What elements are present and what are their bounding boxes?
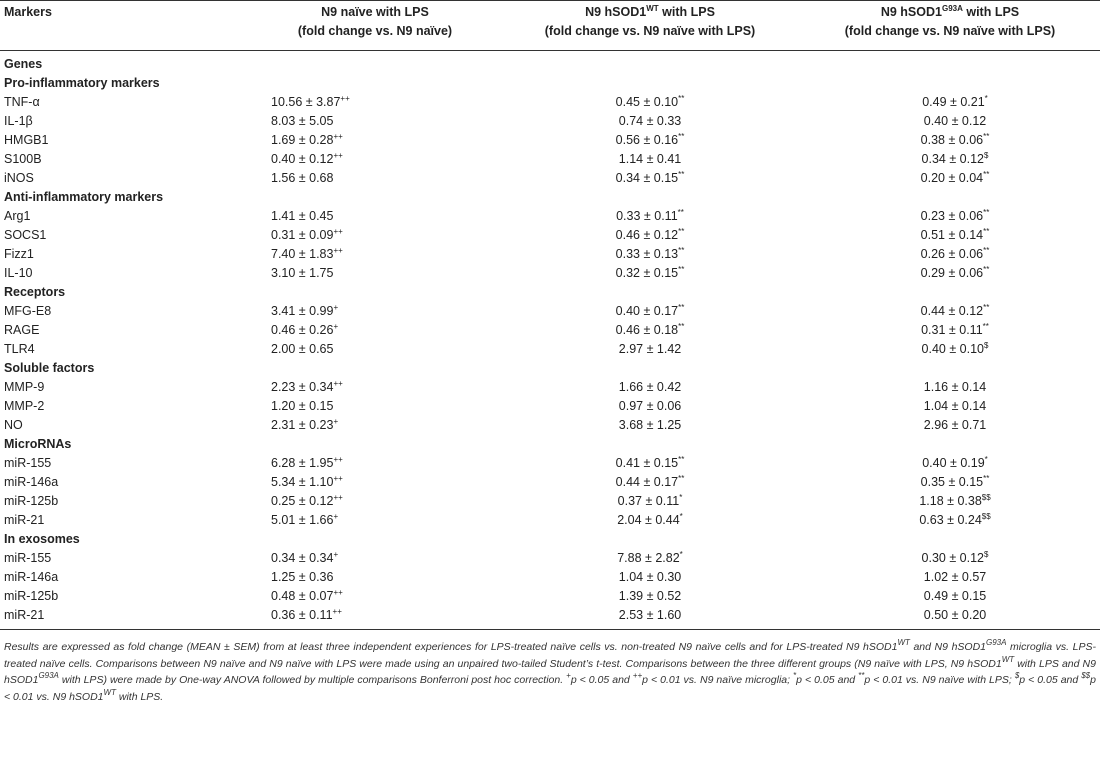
footnote-text: Results are expressed as fold change (MEAN ± SEM) from at least three independent experiences for LPS-treated naïve cells vs. non-treated N9 naïve cells and for LPS-treated N9 hSOD1 <box>4 641 898 653</box>
wt-lps-value: 1.66 ± 0.42 <box>618 380 682 394</box>
significance-mark: ** <box>678 246 685 255</box>
naive-lps-value-cell <box>250 169 500 188</box>
wt-lps-value-cell <box>500 397 800 416</box>
significance-mark: ++ <box>333 151 343 160</box>
table-row <box>0 454 1100 473</box>
footnote-text: with LPS) were made by One-way ANOVA followed by multiple comparisons Bonferroni post hoc correction. <box>58 674 567 686</box>
marker-name: MFG-E8 <box>4 304 52 318</box>
g93a-lps-value-cell <box>800 568 1100 587</box>
table-row <box>0 245 1100 264</box>
significance-mark: ++ <box>333 474 343 483</box>
naive-lps-value: 1.25 ± 0.36 <box>271 570 334 584</box>
naive-lps-value-cell <box>250 207 500 226</box>
naive-lps-value: 0.31 ± 0.09 <box>271 228 334 242</box>
significance-mark: $ <box>984 550 989 559</box>
naive-lps-value-cell <box>250 93 500 112</box>
g93a-lps-value: 0.49 ± 0.21 <box>922 95 985 109</box>
wt-lps-value: 1.14 ± 0.41 <box>618 152 682 166</box>
wt-lps-value-cell <box>500 606 800 630</box>
wt-lps-value: 0.74 ± 0.33 <box>618 114 682 128</box>
wt-lps-value-cell <box>500 568 800 587</box>
g93a-lps-value: 0.50 ± 0.20 <box>923 608 987 622</box>
footnote-text: p < 0.01 vs. N9 hSOD1 <box>4 674 1096 703</box>
significance-mark: $ <box>984 341 989 350</box>
table-row <box>0 207 1100 226</box>
g93a-lps-value: 0.49 ± 0.15 <box>923 589 987 603</box>
wt-lps-value: 2.04 ± 0.44 <box>617 513 680 527</box>
g93a-lps-value: 0.40 ± 0.12 <box>923 114 987 128</box>
marker-name: IL-10 <box>4 266 33 280</box>
wt-lps-value-cell <box>500 492 800 511</box>
table-row <box>0 169 1100 188</box>
marker-name: miR-146a <box>4 475 59 489</box>
marker-name: SOCS1 <box>4 228 47 242</box>
naive-lps-value: 1.69 ± 0.28 <box>271 133 334 147</box>
naive-lps-value: 0.36 ± 0.11 <box>271 608 333 622</box>
wt-lps-value-cell <box>500 264 800 283</box>
g93a-lps-value-cell <box>800 93 1100 112</box>
significance-mark: ** <box>678 94 685 103</box>
header-g93a-sup: G93A <box>941 4 963 13</box>
footnote-sup: G93A <box>38 671 59 680</box>
significance-mark: ** <box>983 265 990 274</box>
marker-name: TNF-α <box>4 95 40 109</box>
wt-lps-value-cell <box>500 169 800 188</box>
header-g93a-lps <box>800 1 1100 51</box>
g93a-lps-value: 0.23 ± 0.06 <box>920 209 984 223</box>
wt-lps-value: 0.56 ± 0.16 <box>615 133 679 147</box>
g93a-lps-value-cell <box>800 264 1100 283</box>
marker-name: MMP-9 <box>4 380 45 394</box>
table-row <box>0 511 1100 530</box>
wt-lps-value: 0.32 ± 0.15 <box>615 266 679 280</box>
wt-lps-value-cell <box>500 302 800 321</box>
g93a-lps-value-cell <box>800 207 1100 226</box>
naive-lps-value: 5.34 ± 1.10 <box>271 475 334 489</box>
g93a-lps-value: 0.34 ± 0.12 <box>921 152 984 166</box>
wt-lps-value: 1.04 ± 0.30 <box>618 570 682 584</box>
naive-lps-value: 2.23 ± 0.34 <box>271 380 334 394</box>
wt-lps-value: 3.68 ± 1.25 <box>618 418 682 432</box>
naive-lps-value-cell <box>250 264 500 283</box>
g93a-lps-value: 0.20 ± 0.04 <box>920 171 984 185</box>
wt-lps-value: 0.37 ± 0.11 <box>617 494 680 508</box>
significance-mark: ++ <box>333 132 343 141</box>
table-row <box>0 549 1100 568</box>
wt-lps-value: 0.46 ± 0.18 <box>615 323 679 337</box>
g93a-lps-value-cell <box>800 587 1100 606</box>
significance-mark: ++ <box>333 493 343 502</box>
marker-name: miR-125b <box>4 589 59 603</box>
table-row <box>0 112 1100 131</box>
significance-mark: ** <box>983 208 990 217</box>
wt-lps-value: 0.40 ± 0.17 <box>615 304 679 318</box>
header-markers: Markers <box>0 1 250 51</box>
naive-lps-value-cell <box>250 131 500 150</box>
footnote-sup: $$ <box>1081 671 1091 680</box>
marker-name: HMGB1 <box>4 133 49 147</box>
significance-mark: + <box>333 322 339 331</box>
g93a-lps-value-cell <box>800 340 1100 359</box>
naive-lps-value: 0.40 ± 0.12 <box>271 152 334 166</box>
significance-mark: ** <box>678 265 685 274</box>
significance-mark: * <box>679 512 683 521</box>
table-row <box>0 568 1100 587</box>
g93a-lps-value: 1.02 ± 0.57 <box>923 570 987 584</box>
wt-lps-value: 0.45 ± 0.10 <box>615 95 679 109</box>
g93a-lps-value: 0.40 ± 0.19 <box>922 456 985 470</box>
naive-lps-value-cell <box>250 606 500 630</box>
section-title: Anti-inflammatory markers <box>4 190 164 204</box>
header-wt-lps <box>500 1 800 51</box>
table-row <box>0 226 1100 245</box>
marker-name: miR-155 <box>4 456 52 470</box>
significance-mark: $$ <box>981 493 991 502</box>
significance-mark: ++ <box>333 588 343 597</box>
header-row <box>0 1 1100 51</box>
marker-name: miR-21 <box>0 606 250 630</box>
table-row <box>0 492 1100 511</box>
marker-name: iNOS <box>4 171 34 185</box>
naive-lps-value-cell <box>250 397 500 416</box>
naive-lps-value: 1.56 ± 0.68 <box>271 171 334 185</box>
significance-mark: ** <box>983 474 990 483</box>
wt-lps-value: 7.88 ± 2.82 <box>617 551 680 565</box>
g93a-lps-value: 0.30 ± 0.12 <box>921 551 984 565</box>
footnote-sup: WT <box>897 638 910 647</box>
marker-name: TLR4 <box>4 342 35 356</box>
table-row <box>0 93 1100 112</box>
g93a-lps-value: 0.44 ± 0.12 <box>920 304 984 318</box>
wt-lps-value-cell <box>500 93 800 112</box>
g93a-lps-value-cell <box>800 549 1100 568</box>
marker-name: S100B <box>4 152 42 166</box>
header-naive-lps <box>250 1 500 51</box>
significance-mark: ** <box>678 132 685 141</box>
naive-lps-value-cell <box>250 112 500 131</box>
wt-lps-value: 0.97 ± 0.06 <box>618 399 682 413</box>
significance-mark: $$ <box>981 512 991 521</box>
table-row <box>0 397 1100 416</box>
marker-name: MMP-2 <box>4 399 45 413</box>
section-title: Genes <box>4 57 43 71</box>
significance-mark: * <box>984 94 988 103</box>
wt-lps-value: 0.41 ± 0.15 <box>615 456 679 470</box>
footnote-sup: G93A <box>986 638 1007 647</box>
naive-lps-value: 7.40 ± 1.83 <box>271 247 334 261</box>
marker-name: miR-21 <box>4 513 45 527</box>
wt-lps-value-cell <box>500 549 800 568</box>
significance-mark: ++ <box>340 94 350 103</box>
wt-lps-value-cell <box>500 207 800 226</box>
wt-lps-value: 0.33 ± 0.13 <box>615 247 679 261</box>
table-row <box>0 302 1100 321</box>
g93a-lps-value: 0.31 ± 0.11 <box>921 323 983 337</box>
g93a-lps-value: 1.18 ± 0.38 <box>919 494 982 508</box>
section-row <box>0 51 1100 75</box>
g93a-lps-value-cell <box>800 606 1100 630</box>
marker-name: miR-155 <box>4 551 52 565</box>
naive-lps-value-cell <box>250 511 500 530</box>
table-row <box>0 150 1100 169</box>
naive-lps-value: 1.41 ± 0.45 <box>271 209 334 223</box>
table-row <box>0 587 1100 606</box>
naive-lps-value: 0.25 ± 0.12 <box>271 494 334 508</box>
g93a-lps-value-cell <box>800 454 1100 473</box>
table-row <box>0 340 1100 359</box>
naive-lps-value-cell <box>250 549 500 568</box>
g93a-lps-value: 0.40 ± 0.10 <box>921 342 984 356</box>
footnote-text: p < 0.01 vs. N9 naïve microglia; <box>642 674 794 686</box>
marker-name: RAGE <box>4 323 40 337</box>
g93a-lps-value-cell <box>800 131 1100 150</box>
marker-name: miR-125b <box>4 494 59 508</box>
header-g93a-pre: N9 hSOD1 <box>880 5 942 19</box>
header-g93a-post: with LPS <box>962 5 1020 19</box>
significance-mark: ++ <box>333 379 343 388</box>
g93a-lps-value: 0.51 ± 0.14 <box>920 228 984 242</box>
marker-name: miR-146a <box>4 570 59 584</box>
footnote-sup: ++ <box>632 671 643 680</box>
wt-lps-value-cell <box>500 226 800 245</box>
g93a-lps-value-cell <box>800 492 1100 511</box>
header-wt-sup: WT <box>646 4 659 13</box>
section-row <box>0 530 1100 549</box>
section-row <box>0 74 1100 93</box>
section-title: Pro-inflammatory markers <box>4 76 160 90</box>
naive-lps-value: 3.41 ± 0.99 <box>271 304 334 318</box>
significance-mark: ** <box>678 303 685 312</box>
wt-lps-value-cell <box>500 416 800 435</box>
wt-lps-value-cell <box>500 150 800 169</box>
naive-lps-value-cell <box>250 302 500 321</box>
significance-mark: * <box>679 493 683 502</box>
wt-lps-value-cell <box>500 511 800 530</box>
naive-lps-value-cell <box>250 454 500 473</box>
naive-lps-value: 0.34 ± 0.34 <box>271 551 334 565</box>
footnote-sup: WT <box>1001 654 1015 664</box>
header-naive-lps-title: N9 naïve with LPS <box>321 5 429 19</box>
footnote-sup: + <box>566 671 571 680</box>
significance-mark: ++ <box>333 246 343 255</box>
naive-lps-value-cell <box>250 340 500 359</box>
g93a-lps-value-cell <box>800 150 1100 169</box>
naive-lps-value: 1.20 ± 0.15 <box>271 399 334 413</box>
footnote-sup: * <box>793 671 797 680</box>
significance-mark: ** <box>678 227 685 236</box>
footnote-sup: $ <box>1014 671 1020 680</box>
section-title: In exosomes <box>4 532 80 546</box>
g93a-lps-value: 2.96 ± 0.71 <box>923 418 987 432</box>
significance-mark: ** <box>983 246 990 255</box>
significance-mark: ** <box>982 322 989 331</box>
naive-lps-value: 2.00 ± 0.65 <box>271 342 334 356</box>
significance-mark: ** <box>677 208 684 217</box>
g93a-lps-value-cell <box>800 169 1100 188</box>
wt-lps-value-cell <box>500 131 800 150</box>
wt-lps-value-cell <box>500 473 800 492</box>
table-row <box>0 264 1100 283</box>
wt-lps-value: 0.33 ± 0.11 <box>616 209 678 223</box>
header-wt-sub: (fold change vs. N9 naïve with LPS) <box>544 24 756 38</box>
footnote-text: microglia vs. LPS-treated naïve cells. Comparisons between N9 naïve and N9 naïve with LPS were made using an unpaired two-tailed Student’s t-test. Comparisons between the three different groups (N9 naïve with LPS, N9 hSOD1 <box>4 641 1096 670</box>
marker-name: IL-1β <box>4 114 33 128</box>
naive-lps-value-cell <box>250 492 500 511</box>
section-title: Soluble factors <box>4 361 95 375</box>
footnote-text: and N9 hSOD1 <box>909 641 986 653</box>
section-row <box>0 188 1100 207</box>
marker-name: NO <box>4 418 23 432</box>
significance-mark: ** <box>983 132 990 141</box>
significance-mark: ** <box>983 170 990 179</box>
naive-lps-value-cell <box>250 568 500 587</box>
table-row <box>0 416 1100 435</box>
wt-lps-value: 1.39 ± 0.52 <box>618 589 682 603</box>
section-row <box>0 283 1100 302</box>
significance-mark: ** <box>983 303 990 312</box>
table-row <box>0 606 1100 630</box>
naive-lps-value: 6.28 ± 1.95 <box>271 456 334 470</box>
table-body <box>0 51 1100 630</box>
naive-lps-value: 8.03 ± 5.05 <box>271 114 334 128</box>
header-naive-lps-sub: (fold change vs. N9 naïve) <box>297 24 453 38</box>
naive-lps-value: 3.10 ± 1.75 <box>271 266 334 280</box>
significance-mark: ** <box>678 474 685 483</box>
wt-lps-value: 2.97 ± 1.42 <box>618 342 682 356</box>
marker-name: Arg1 <box>4 209 31 223</box>
g93a-lps-value: 0.63 ± 0.24 <box>919 513 982 527</box>
footnote-sup: WT <box>103 687 116 697</box>
wt-lps-value: 0.34 ± 0.15 <box>615 171 679 185</box>
naive-lps-value-cell <box>250 321 500 340</box>
section-row <box>0 359 1100 378</box>
wt-lps-value-cell <box>500 454 800 473</box>
naive-lps-value-cell <box>250 150 500 169</box>
g93a-lps-value-cell <box>800 302 1100 321</box>
g93a-lps-value-cell <box>800 397 1100 416</box>
g93a-lps-value-cell <box>800 112 1100 131</box>
wt-lps-value-cell <box>500 112 800 131</box>
footnote-text: p < 0.01 vs. N9 naïve with LPS; <box>864 674 1015 686</box>
g93a-lps-value: 1.04 ± 0.14 <box>923 399 987 413</box>
footnote-text: p < 0.05 and <box>796 674 859 686</box>
significance-mark: ++ <box>333 227 343 236</box>
wt-lps-value: 0.46 ± 0.12 <box>615 228 679 242</box>
section-row <box>0 435 1100 454</box>
section-title: Receptors <box>4 285 66 299</box>
marker-name: Fizz1 <box>4 247 34 261</box>
wt-lps-value: 2.53 ± 1.60 <box>618 608 682 622</box>
g93a-lps-value-cell <box>800 321 1100 340</box>
table-footnote <box>0 630 1100 705</box>
naive-lps-value: 10.56 ± 3.87 <box>271 95 341 109</box>
footnote-text: p < 0.05 and <box>1019 674 1082 686</box>
table-row <box>0 131 1100 150</box>
naive-lps-value: 5.01 ± 1.66 <box>271 513 334 527</box>
naive-lps-value-cell <box>250 473 500 492</box>
section-title: MicroRNAs <box>4 437 72 451</box>
g93a-lps-value-cell <box>800 378 1100 397</box>
footnote-text: with LPS and N9 hSOD1 <box>4 657 1096 686</box>
naive-lps-value: 0.48 ± 0.07 <box>271 589 334 603</box>
wt-lps-value-cell <box>500 340 800 359</box>
wt-lps-value-cell <box>500 321 800 340</box>
significance-mark: ++ <box>332 607 342 616</box>
naive-lps-value-cell <box>250 378 500 397</box>
g93a-lps-value: 0.35 ± 0.15 <box>920 475 984 489</box>
header-wt-post: with LPS <box>658 5 715 19</box>
table-row <box>0 473 1100 492</box>
g93a-lps-value-cell <box>800 511 1100 530</box>
g93a-lps-value: 0.38 ± 0.06 <box>920 133 984 147</box>
footnote-text: p < 0.05 and <box>570 674 633 686</box>
significance-mark: + <box>333 550 339 559</box>
footnote-sup: ** <box>858 671 865 680</box>
footnote-text: with LPS. <box>115 690 164 703</box>
g93a-lps-value: 0.29 ± 0.06 <box>920 266 984 280</box>
g93a-lps-value: 1.16 ± 0.14 <box>923 380 987 394</box>
wt-lps-value: 0.44 ± 0.17 <box>615 475 679 489</box>
table-row <box>0 321 1100 340</box>
significance-mark: ** <box>678 455 685 464</box>
significance-mark: ** <box>678 170 685 179</box>
naive-lps-value: 0.46 ± 0.26 <box>271 323 334 337</box>
header-wt-pre: N9 hSOD1 <box>585 5 647 19</box>
naive-lps-value: 2.31 ± 0.23 <box>271 418 334 432</box>
significance-mark: * <box>984 455 988 464</box>
g93a-lps-value-cell <box>800 245 1100 264</box>
g93a-lps-value-cell <box>800 473 1100 492</box>
naive-lps-value-cell <box>250 245 500 264</box>
wt-lps-value-cell <box>500 378 800 397</box>
g93a-lps-value: 0.26 ± 0.06 <box>920 247 984 261</box>
g93a-lps-value-cell <box>800 226 1100 245</box>
significance-mark: * <box>679 550 683 559</box>
significance-mark: + <box>333 303 339 312</box>
naive-lps-value-cell <box>250 226 500 245</box>
naive-lps-value-cell <box>250 587 500 606</box>
table-row <box>0 378 1100 397</box>
significance-mark: $ <box>984 151 989 160</box>
significance-mark: ** <box>678 322 685 331</box>
significance-mark: + <box>333 417 339 426</box>
wt-lps-value-cell <box>500 587 800 606</box>
significance-mark: ++ <box>333 455 343 464</box>
header-g93a-sub: (fold change vs. N9 naïve with LPS) <box>844 24 1056 38</box>
wt-lps-value-cell <box>500 245 800 264</box>
g93a-lps-value-cell <box>800 416 1100 435</box>
naive-lps-value-cell <box>250 416 500 435</box>
significance-mark: + <box>333 512 339 521</box>
significance-mark: ** <box>983 227 990 236</box>
